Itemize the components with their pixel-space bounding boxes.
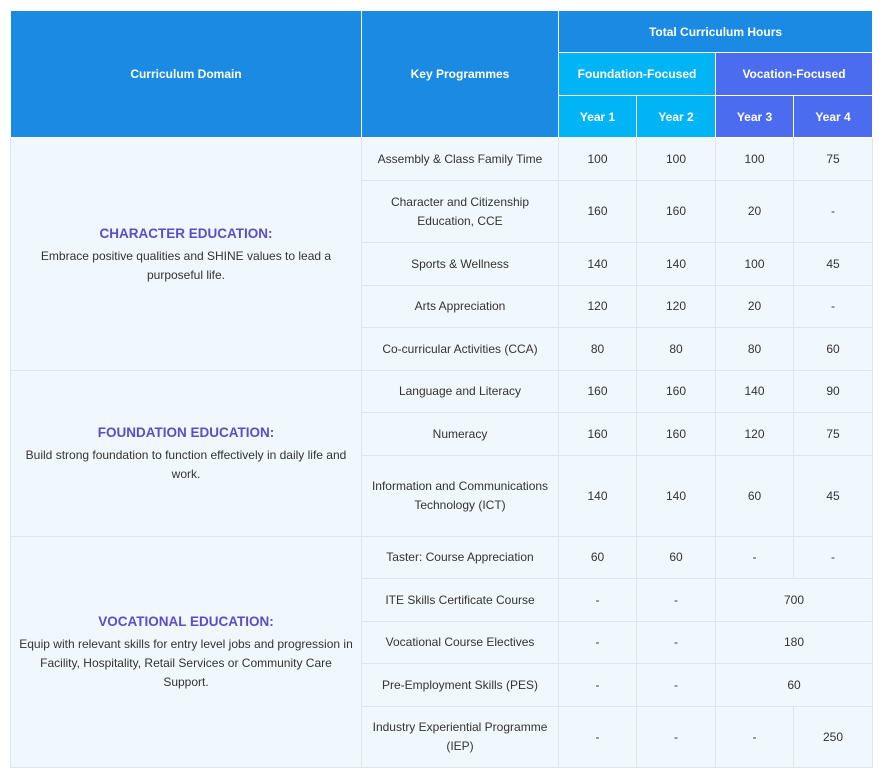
hours-year-3: 60 [716, 456, 794, 537]
programme-name: Language and Literacy [362, 371, 559, 413]
hours-year-2: 140 [637, 456, 716, 537]
hours-year-2: 100 [637, 138, 716, 181]
programme-name: ITE Skills Certificate Course [362, 579, 559, 622]
domain-vocational-education [11, 537, 362, 768]
hours-year-2: 120 [637, 286, 716, 328]
hours-year-1: 140 [559, 243, 637, 286]
hours-year-1: 160 [559, 371, 637, 413]
hours-year-3: 20 [716, 286, 794, 328]
hours-year-2: 160 [637, 371, 716, 413]
hours-year-1: - [559, 622, 637, 664]
hours-year-2: - [637, 707, 716, 768]
programme-name: Character and Citizenship Education, CCE [362, 181, 559, 243]
hours-year-2: 160 [637, 413, 716, 456]
header-year-3: Year 3 [716, 96, 794, 138]
hours-year-2: - [637, 664, 716, 707]
hours-year-2: 160 [637, 181, 716, 243]
domain-description: Embrace positive qualities and SHINE values to lead a purposeful life. [40, 248, 332, 282]
hours-year-4: 90 [794, 371, 873, 413]
hours-year-3: 80 [716, 328, 794, 371]
hours-year-1: - [559, 707, 637, 768]
hours-year-1: - [559, 579, 637, 622]
hours-year-1: 60 [559, 537, 637, 579]
header-year-1: Year 1 [559, 96, 637, 138]
programme-name: Assembly & Class Family Time [362, 138, 559, 181]
programme-name: Arts Appreciation [362, 286, 559, 328]
programme-name: Industry Experiential Programme (IEP) [362, 707, 559, 768]
header-foundation-focused: Foundation-Focused [559, 53, 716, 96]
hours-year-3-4: 700 [716, 579, 873, 622]
domain-character-education [11, 138, 362, 371]
hours-year-2: - [637, 622, 716, 664]
hours-year-2: 140 [637, 243, 716, 286]
domain-title: VOCATIONAL EDUCATION: [98, 614, 274, 629]
header-key-programmes: Key Programmes [362, 11, 559, 138]
programme-name: Taster: Course Appreciation [362, 537, 559, 579]
hours-year-2: 60 [637, 537, 716, 579]
hours-year-4: 45 [794, 456, 873, 537]
hours-year-1: 80 [559, 328, 637, 371]
hours-year-4: 75 [794, 138, 873, 181]
hours-year-3: - [716, 537, 794, 579]
header-curriculum-domain: Curriculum Domain [11, 11, 362, 138]
hours-year-3: 100 [716, 243, 794, 286]
hours-year-4: - [794, 181, 873, 243]
hours-year-3: 20 [716, 181, 794, 243]
hours-year-3-4: 60 [716, 664, 873, 707]
header-year-4: Year 4 [794, 96, 873, 138]
header-vocation-focused: Vocation-Focused [716, 53, 873, 96]
domain-description: Equip with relevant skills for entry level jobs and progression in Facility, Hospitality, Retail Services or Community Care Support. [19, 637, 353, 689]
hours-year-1: 120 [559, 286, 637, 328]
table-row [11, 371, 873, 413]
programme-name: Pre-Employment Skills (PES) [362, 664, 559, 707]
hours-year-4: 60 [794, 328, 873, 371]
hours-year-1: - [559, 664, 637, 707]
hours-year-1: 160 [559, 413, 637, 456]
hours-year-2: 80 [637, 328, 716, 371]
hours-year-4: 75 [794, 413, 873, 456]
header-year-2: Year 2 [637, 96, 716, 138]
hours-year-4: - [794, 286, 873, 328]
table-row [11, 537, 873, 579]
programme-name: Numeracy [362, 413, 559, 456]
domain-description: Build strong foundation to function effectively in daily life and work. [25, 448, 347, 481]
table-row [11, 138, 873, 181]
programme-name: Co-curricular Activities (CCA) [362, 328, 559, 371]
domain-title: CHARACTER EDUCATION: [99, 225, 273, 241]
hours-year-2: - [637, 579, 716, 622]
hours-year-1: 100 [559, 138, 637, 181]
hours-year-3: 120 [716, 413, 794, 456]
hours-year-4: 250 [794, 707, 873, 768]
domain-foundation-education [11, 371, 362, 537]
hours-year-3-4: 180 [716, 622, 873, 664]
hours-year-4: 45 [794, 243, 873, 286]
hours-year-4: - [794, 537, 873, 579]
programme-name: Vocational Course Electives [362, 622, 559, 664]
header-total-hours: Total Curriculum Hours [559, 11, 873, 53]
programme-name: Information and Communications Technology (ICT) [362, 456, 559, 537]
hours-year-1: 160 [559, 181, 637, 243]
curriculum-table [10, 10, 873, 768]
hours-year-1: 140 [559, 456, 637, 537]
hours-year-3: - [716, 707, 794, 768]
domain-title: FOUNDATION EDUCATION: [97, 425, 275, 440]
hours-year-3: 140 [716, 371, 794, 413]
programme-name: Sports & Wellness [362, 243, 559, 286]
hours-year-3: 100 [716, 138, 794, 181]
